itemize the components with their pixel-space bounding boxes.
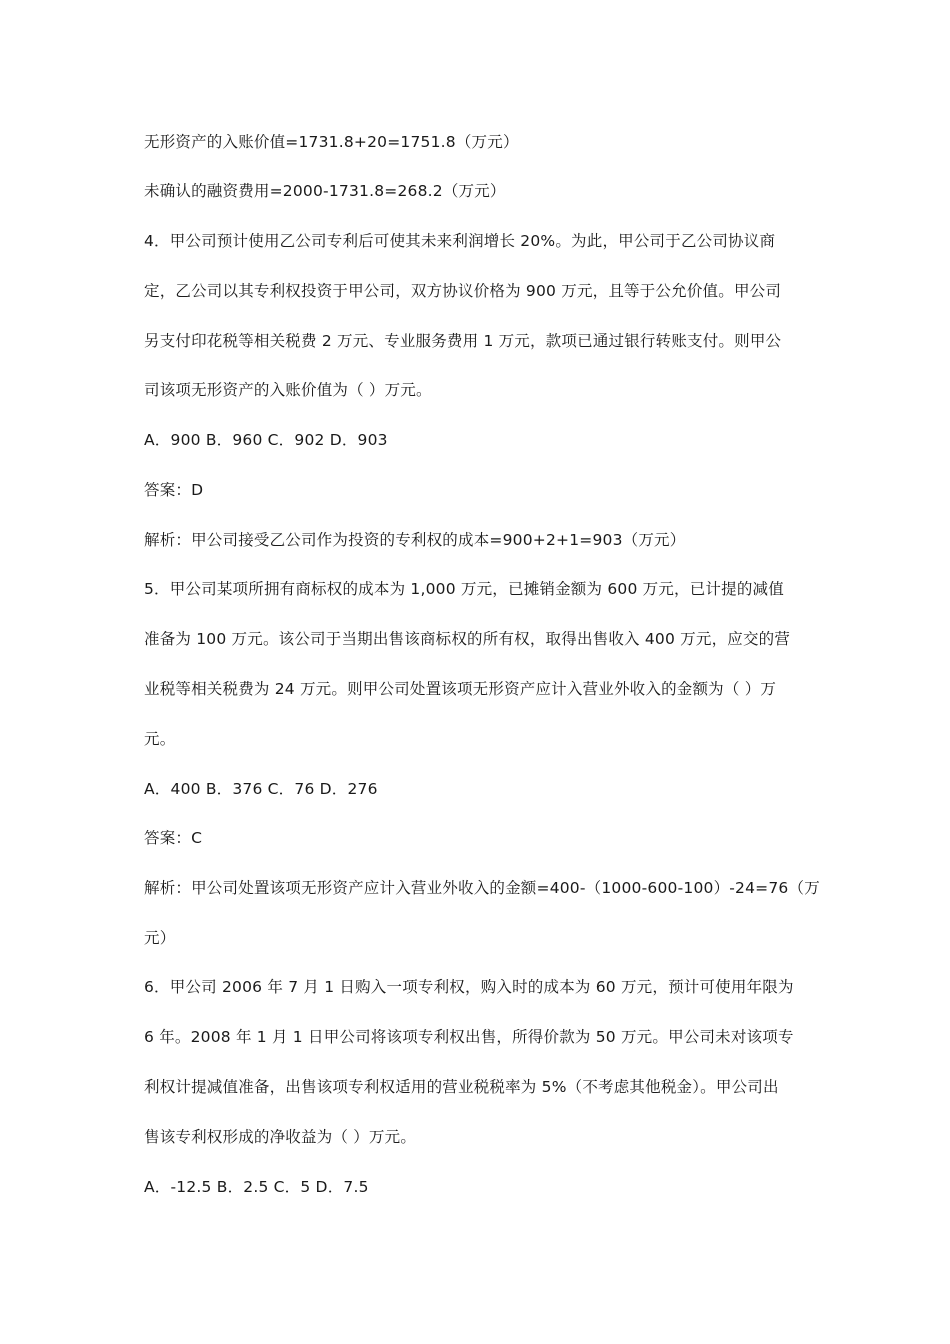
question-5-line: 业税等相关税费为 24 万元。则甲公司处置该项无形资产应计入营业外收入的金额为（ ）万 xyxy=(144,680,777,698)
text-line: 未确认的融资费用=2000-1731.8=268.2（万元） xyxy=(144,182,506,200)
question-5-line: 元。 xyxy=(144,730,176,748)
text-line: 无形资产的入账价值=1731.8+20=1751.8（万元） xyxy=(144,133,519,151)
question-4-answer: 答案：D xyxy=(144,481,204,499)
question-5-line: 准备为 100 万元。该公司于当期出售该商标权的所有权，取得出售收入 400 万元，应交的营 xyxy=(144,630,791,648)
question-5-options: A．400 B．376 C．76 D．276 xyxy=(144,780,378,798)
question-5-answer: 答案：C xyxy=(144,829,203,847)
question-6-line: 6．甲公司 2006 年 7 月 1 日购入一项专利权，购入时的成本为 60 万元，预计可使用年限为 xyxy=(144,978,794,996)
question-4-explanation: 解析：甲公司接受乙公司作为投资的专利权的成本=900+2+1=903（万元） xyxy=(144,531,686,549)
question-4-line: 司该项无形资产的入账价值为（ ）万元。 xyxy=(144,381,432,399)
question-4-options: A．900 B．960 C．902 D．903 xyxy=(144,431,388,449)
question-4-line: 4．甲公司预计使用乙公司专利后可使其未来利润增长 20%。为此，甲公司于乙公司协议商 xyxy=(144,232,776,250)
question-4-line: 定，乙公司以其专利权投资于甲公司，双方协议价格为 900 万元，且等于公允价值。甲公司 xyxy=(144,282,782,300)
question-6-line: 6 年。2008 年 1 月 1 日甲公司将该项专利权出售，所得价款为 50 万元。甲公司未对该项专 xyxy=(144,1028,794,1046)
question-6-line: 利权计提减值准备，出售该项专利权适用的营业税税率为 5%（不考虑其他税金）。甲公司出 xyxy=(144,1078,779,1096)
question-6-line: 售该专利权形成的净收益为（ ）万元。 xyxy=(144,1128,417,1146)
question-5-explanation: 解析：甲公司处置该项无形资产应计入营业外收入的金额=400-（1000-600-100）-24=76（万 xyxy=(144,879,820,897)
question-5-explanation: 元） xyxy=(144,929,176,947)
question-4-line: 另支付印花税等相关税费 2 万元、专业服务费用 1 万元，款项已通过银行转账支付。则甲公 xyxy=(144,332,782,350)
question-5-line: 5．甲公司某项所拥有商标权的成本为 1,000 万元，已摊销金额为 600 万元，已计提的减值 xyxy=(144,580,784,598)
question-6-options: A．-12.5 B．2.5 C．5 D．7.5 xyxy=(144,1178,369,1196)
